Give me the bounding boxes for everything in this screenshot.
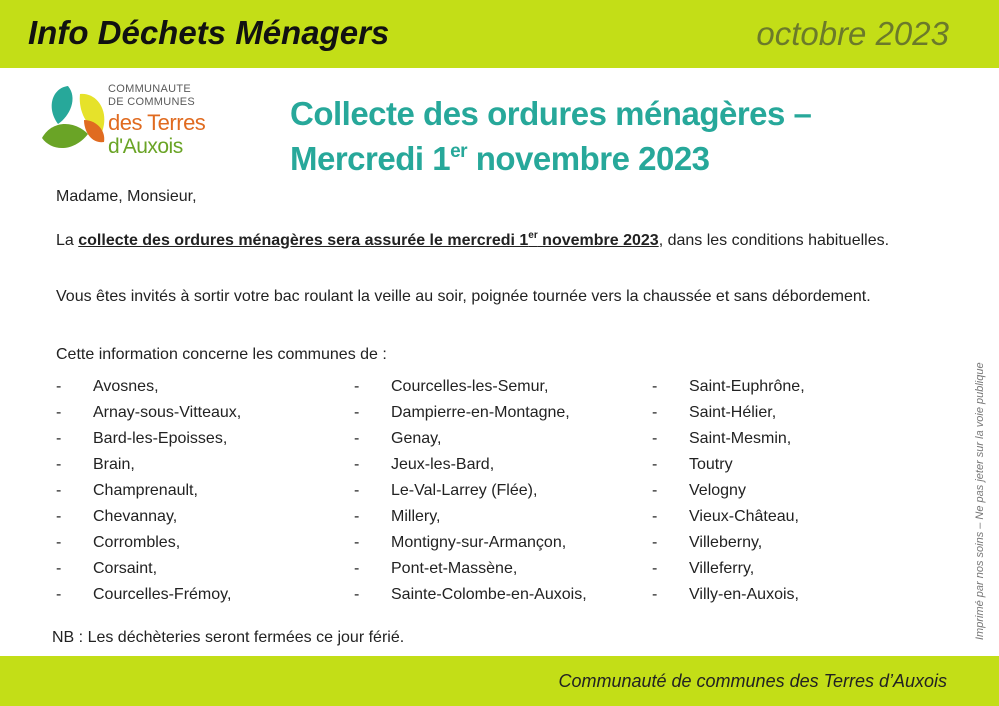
commune-name: Avosnes,	[93, 378, 159, 395]
header-date: octobre 2023	[756, 15, 949, 52]
headline-line-2-sup: er	[450, 141, 468, 162]
list-bullet: -	[652, 508, 658, 525]
footer-bar	[0, 656, 999, 706]
commune-list-item	[652, 556, 952, 582]
commune-list-item	[56, 452, 356, 478]
commune-list-item	[56, 426, 356, 452]
footer-text: Communauté de communes des Terres d’Auxois	[558, 671, 947, 691]
headline-line-1: Collecte des ordures ménagères –	[290, 95, 812, 132]
commune-list-item	[354, 582, 654, 608]
p1-sup: er	[528, 230, 538, 241]
commune-name: Sainte-Colombe-en-Auxois,	[391, 586, 587, 603]
list-bullet: -	[56, 482, 62, 499]
commune-name: Corrombles,	[93, 534, 181, 551]
commune-name: Velogny	[689, 482, 746, 499]
commune-list-item	[354, 426, 654, 452]
page-headline	[290, 91, 930, 181]
commune-name: Chevannay,	[93, 508, 178, 525]
commune-list-item	[56, 530, 356, 556]
logo-line-4: d'Auxois	[108, 135, 183, 158]
header-title: Info Déchets Ménagers	[28, 14, 390, 51]
commune-list-item	[56, 582, 356, 608]
paragraph-collection	[56, 228, 951, 254]
header-bar	[0, 0, 999, 68]
list-bullet: -	[354, 430, 360, 447]
commune-list-item	[354, 400, 654, 426]
paragraph-instructions: Vous êtes invités à sortir votre bac roulant la veille au soir, poignée tournée vers la chaussée et sans débordement.	[56, 288, 871, 305]
commune-list-item	[652, 504, 952, 530]
commune-list-item	[354, 478, 654, 504]
logo-line-3: des Terres	[108, 110, 206, 135]
list-bullet: -	[652, 534, 658, 551]
commune-list-item	[354, 556, 654, 582]
commune-list-item	[56, 400, 356, 426]
headline-line-2-pre: Mercredi 1	[290, 140, 451, 177]
commune-name: Villeferry,	[689, 560, 755, 577]
commune-name: Saint-Euphrône,	[689, 378, 805, 395]
commune-name: Corsaint,	[93, 560, 158, 577]
commune-name: Saint-Hélier,	[689, 404, 777, 421]
list-bullet: -	[652, 404, 658, 421]
commune-list-item	[56, 556, 356, 582]
commune-name: Millery,	[391, 508, 441, 525]
commune-name: Genay,	[391, 430, 442, 447]
commune-name: Villeberny,	[689, 534, 763, 551]
logo-line-2: DE COMMUNES	[108, 96, 196, 108]
headline-line-2-post: novembre 2023	[467, 140, 710, 177]
greeting: Madame, Monsieur,	[56, 188, 197, 205]
commune-list-item	[56, 374, 356, 400]
list-bullet: -	[354, 508, 360, 525]
list-bullet: -	[652, 378, 658, 395]
paragraph-communes-intro: Cette information concerne les communes de :	[56, 346, 387, 363]
list-bullet: -	[354, 456, 360, 473]
list-bullet: -	[652, 456, 658, 473]
nb-note: NB : Les déchèteries seront fermées ce jour férié.	[52, 629, 405, 646]
list-bullet: -	[354, 534, 360, 551]
commune-list-item	[56, 478, 356, 504]
commune-name: Saint-Mesmin,	[689, 430, 792, 447]
commune-name: Arnay-sous-Vitteaux,	[93, 404, 242, 421]
commune-name: Le-Val-Larrey (Flée),	[391, 482, 538, 499]
list-bullet: -	[652, 482, 658, 499]
commune-name: Toutry	[689, 456, 733, 473]
commune-list-item	[652, 452, 952, 478]
commune-name: Vieux-Château,	[689, 508, 799, 525]
p1-bold: collecte des ordures ménagères sera assurée le mercredi 1	[78, 232, 529, 249]
commune-name: Courcelles-Frémoy,	[93, 586, 232, 603]
list-bullet: -	[56, 586, 62, 603]
list-bullet: -	[354, 378, 360, 395]
commune-list-item	[652, 426, 952, 452]
list-bullet: -	[652, 586, 658, 603]
commune-name: Courcelles-les-Semur,	[391, 378, 549, 395]
list-bullet: -	[354, 560, 360, 577]
list-bullet: -	[56, 534, 62, 551]
list-bullet: -	[652, 430, 658, 447]
commune-name: Brain,	[93, 456, 135, 473]
list-bullet: -	[56, 430, 62, 447]
headline-line-2	[290, 136, 930, 181]
commune-list-item	[652, 478, 952, 504]
commune-list-item	[354, 530, 654, 556]
p1-pre: La	[56, 232, 79, 249]
list-bullet: -	[56, 560, 62, 577]
commune-list-item	[354, 452, 654, 478]
commune-name: Champrenault,	[93, 482, 198, 499]
p1-bold-2: novembre 2023	[537, 232, 659, 249]
list-bullet: -	[354, 586, 360, 603]
communes-column-1	[56, 374, 356, 608]
commune-name: Villy-en-Auxois,	[689, 586, 799, 603]
p1-post: , dans les conditions habituelles.	[658, 232, 890, 249]
list-bullet: -	[354, 482, 360, 499]
logo	[40, 80, 220, 170]
communes-column-3	[652, 374, 952, 608]
list-bullet: -	[56, 378, 62, 395]
list-bullet: -	[354, 404, 360, 421]
commune-list-item	[652, 530, 952, 556]
commune-name: Montigny-sur-Armançon,	[391, 534, 567, 551]
commune-list-item	[652, 374, 952, 400]
commune-name: Jeux-les-Bard,	[391, 456, 495, 473]
commune-list-item	[354, 374, 654, 400]
side-note: Imprimé par nos soins – Ne pas jeter sur la voie publique	[974, 362, 986, 640]
leaves-logo-icon	[40, 80, 110, 160]
list-bullet: -	[56, 404, 62, 421]
commune-list-item	[354, 504, 654, 530]
logo-line-1: COMMUNAUTE	[108, 83, 192, 95]
commune-name: Dampierre-en-Montagne,	[391, 404, 570, 421]
list-bullet: -	[56, 456, 62, 473]
communes-column-2	[354, 374, 654, 608]
commune-list-item	[652, 400, 952, 426]
list-bullet: -	[56, 508, 62, 525]
list-bullet: -	[652, 560, 658, 577]
commune-name: Bard-les-Epoisses,	[93, 430, 228, 447]
commune-name: Pont-et-Massène,	[391, 560, 518, 577]
commune-list-item	[56, 504, 356, 530]
commune-list-item	[652, 582, 952, 608]
